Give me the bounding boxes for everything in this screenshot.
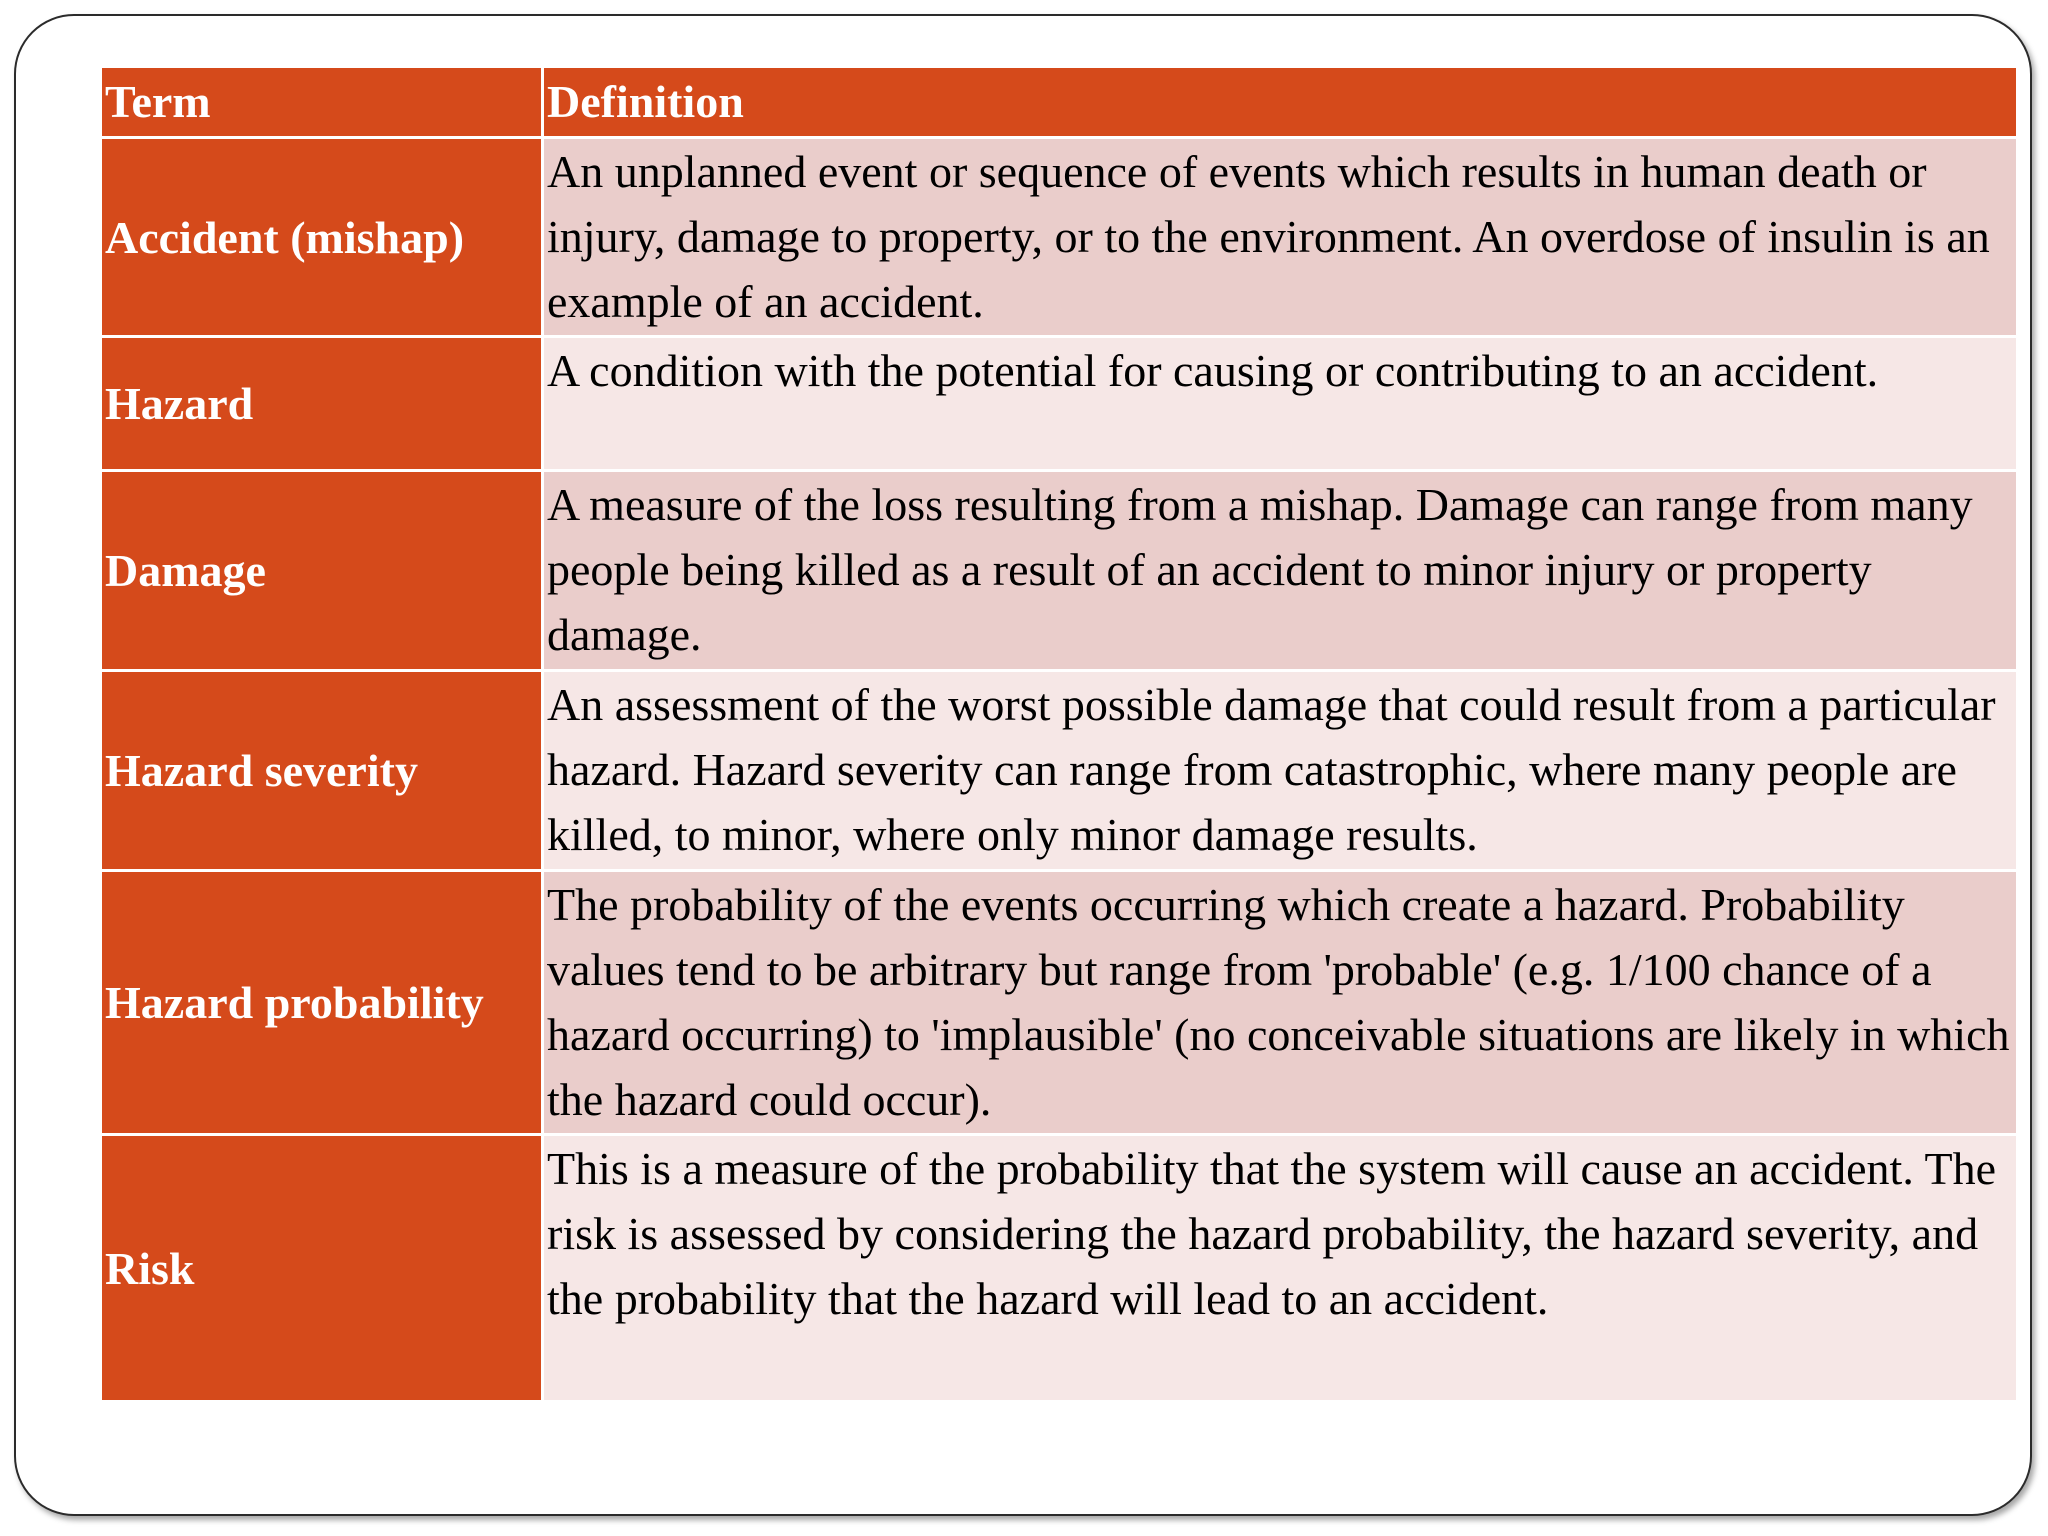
header-definition: Definition (544, 68, 2016, 139)
definition-cell: An assessment of the worst possible damage that could result from a particular hazard. Hazard severity can range from catastrophic, where many people are killed, to minor, where only minor damage results. (544, 672, 2016, 872)
term-cell: Hazard probability (102, 872, 544, 1136)
definition-cell: A condition with the potential for causing or contributing to an accident. (544, 338, 2016, 472)
definition-cell: This is a measure of the probability that the system will cause an accident. The risk is assessed by considering the hazard probability, the hazard severity, and the probability that the hazard will lead to an accident. (544, 1136, 2016, 1400)
table-row (102, 338, 2016, 472)
term-cell: Hazard severity (102, 672, 544, 872)
table-row (102, 472, 2016, 672)
terms-table (102, 68, 2016, 1400)
table-row (102, 1136, 2016, 1400)
definition-cell: The probability of the events occurring which create a hazard. Probability values tend to be arbitrary but range from 'probable' (e.g. 1/100 chance of a hazard occurring) to 'implausible' (no conceivable situations are likely in which the hazard could occur). (544, 872, 2016, 1136)
definition-cell: An unplanned event or sequence of events which results in human death or injury, damage to property, or to the environment. An overdose of insulin is an example of an accident. (544, 139, 2016, 338)
header-term: Term (102, 68, 544, 139)
term-cell: Risk (102, 1136, 544, 1400)
term-cell: Accident (mishap) (102, 139, 544, 338)
slide-frame (14, 14, 2032, 1516)
table-row (102, 139, 2016, 338)
term-cell: Hazard (102, 338, 544, 472)
definition-cell: A measure of the loss resulting from a mishap. Damage can range from many people being killed as a result of an accident to minor injury or property damage. (544, 472, 2016, 672)
table-row (102, 872, 2016, 1136)
term-cell: Damage (102, 472, 544, 672)
table-header-row (102, 68, 2016, 139)
table-row (102, 672, 2016, 872)
